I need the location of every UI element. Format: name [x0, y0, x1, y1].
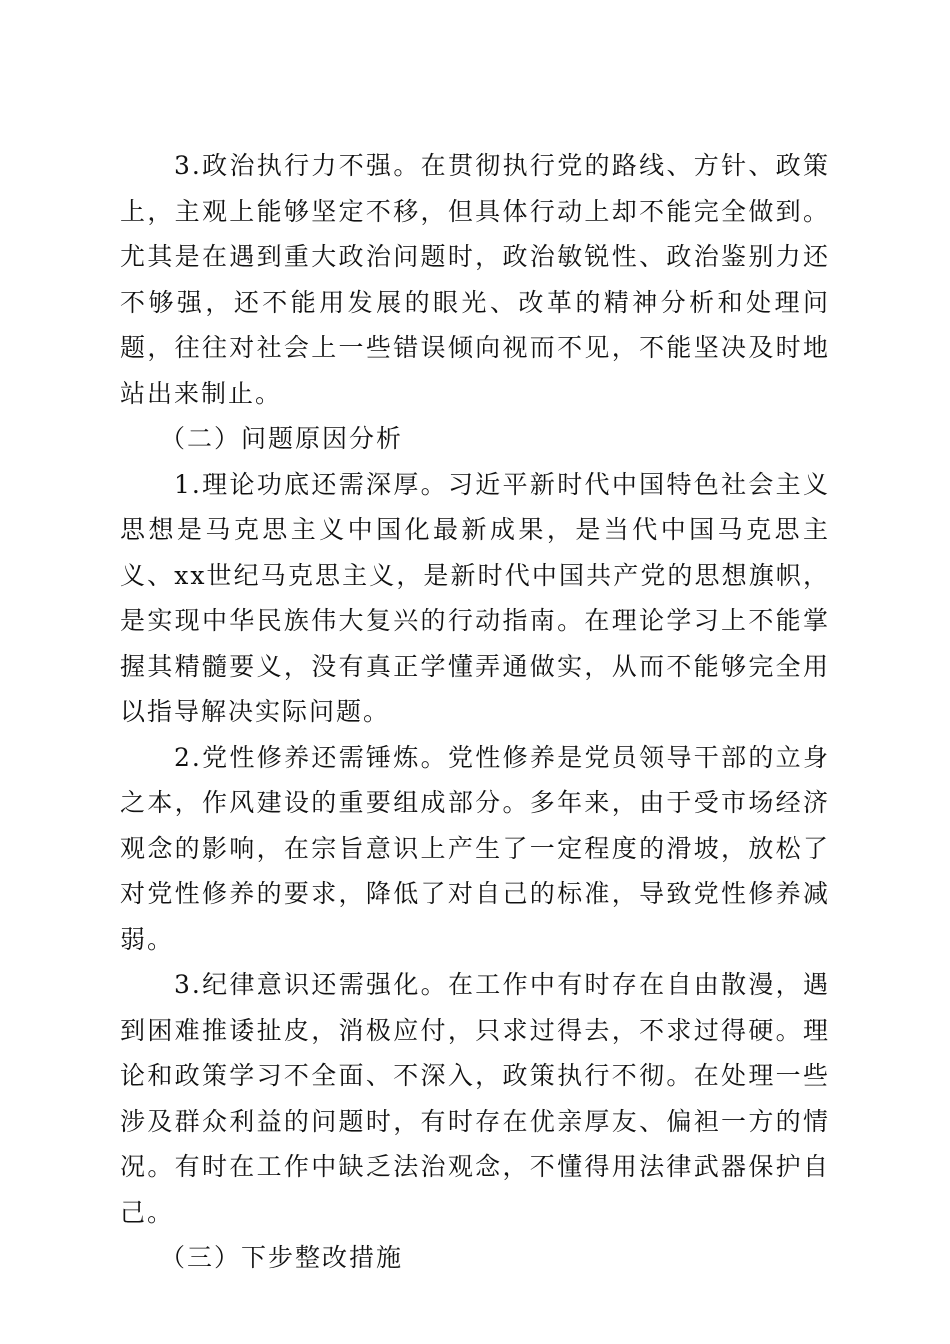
paragraph-political-execution: 3.政治执行力不强。在贯彻执行党的路线、方针、政策上，主观上能够坚定不移，但具体行动上却不能完全做到。尤其是在遇到重大政治问题时，政治敏锐性、政治鉴别力还不够强，还不能用发展的眼光、改革的精神分析和处理问题，往往对社会上一些错误倾向视而不见，不能坚决及时地站出来制止。 — [120, 151, 830, 408]
paragraph-theory-foundation: 1.理论功底还需深厚。习近平新时代中国特色社会主义思想是马克思主义中国化最新成果，是当代中国马克思主义、xx世纪马克思主义，是新时代中国共产党的思想旗帜，是实现中华民族伟大复兴的行动指南。在理论学习上不能掌握其精髓要义，没有真正学懂弄通做实，从而不能够完全用以指导解决实际问题。 — [120, 469, 830, 726]
section-heading-rectification-measures: （三）下步整改措施 — [160, 1243, 404, 1272]
paragraph-party-spirit: 2.党性修养还需锤炼。党性修养是党员领导干部的立身之本，作风建设的重要组成部分。多年来，由于受市场经济观念的影响，在宗旨意识上产生了一定程度的滑坡，放松了对党性修养的要求，降低了对自己的标准，导致党性修养减弱。 — [120, 742, 830, 954]
section-heading-cause-analysis: （二）问题原因分析 — [160, 424, 404, 453]
document-body — [120, 143, 830, 1281]
paragraph-discipline: 3.纪律意识还需强化。在工作中有时存在自由散漫，遇到困难推诿扯皮，消极应付，只求过得去，不求过得硬。理论和政策学习不全面、不深入，政策执行不彻。在处理一些涉及群众利益的问题时，有时存在优亲厚友、偏袒一方的情况。有时在工作中缺乏法治观念，不懂得用法律武器保护自己。 — [120, 970, 830, 1227]
